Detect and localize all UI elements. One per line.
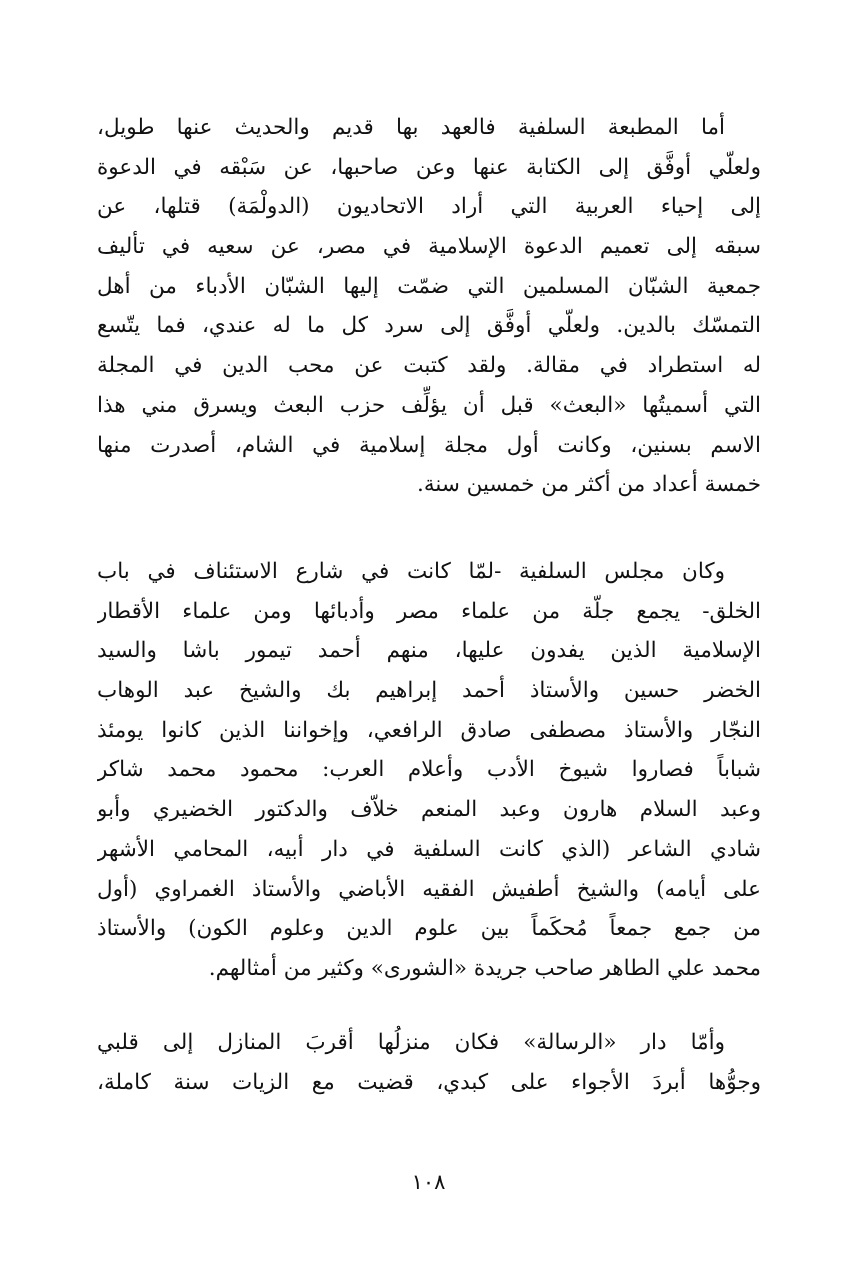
text-line: التي أسميتُها «البعث» قبل أن يؤلِّف حزب البعث ويسرق مني هذا [97, 392, 761, 418]
text-line: وعبد السلام هارون وعبد المنعم خلاّف والدكتور الخضيري وأبو [97, 797, 761, 823]
text-line: على أيامه) والشيخ أطفيش الفقيه الأباضي والأستاذ الغمراوي (أول [97, 876, 761, 902]
text-line: من جمع جمعاً مُحكَماً بين علوم الدين وعلوم الكون) والأستاذ [97, 916, 761, 942]
text-line: له استطراد في مقالة. ولقد كتبت عن محب الدين في المجلة [97, 353, 761, 379]
paragraph-risala-house [97, 1023, 761, 1102]
text-line: شادي الشاعر (الذي كانت السلفية في دار أبيه، المحامي الأشهر [97, 836, 761, 862]
text-line: النجّار والأستاذ مصطفى صادق الرافعي، وإخواننا الذين كانوا يومئذ [97, 717, 761, 743]
text-line: الاسم بسنين، وكانت أول مجلة إسلامية في الشام، أصدرت منها [97, 432, 761, 458]
text-line: شباباً فصاروا شيوخ الأدب وأعلام العرب: محمود محمد شاكر [97, 757, 761, 783]
text-line: وأمّا دار «الرسالة» فكان منزلُها أقربَ المنازل إلى قلبي [97, 1030, 725, 1055]
text-line: ولعلّي أوفَّق إلى الكتابة عنها وعن صاحبها، عن سَبْقه في الدعوة [97, 154, 761, 180]
text-line: الخلق- يجمع جلّة من علماء مصر وأدبائها ومن علماء الأقطار [97, 598, 761, 624]
text-line: وجوُّها أبردَ الأجواء على كبدي، قضيت مع الزيات سنة كاملة، [97, 1069, 761, 1095]
paragraph-salafi-council [97, 552, 761, 989]
text-line: جمعية الشبّان المسلمين التي ضمّت إليها الشبّان الأدباء من أهل [97, 273, 761, 299]
text-line: خمسة أعداد من أكثر من خمسين سنة. [416, 472, 761, 498]
paragraph-salafi-press [97, 108, 761, 505]
text-line: محمد علي الطاهر صاحب جريدة «الشورى» وكثير من أمثالهم. [208, 955, 761, 981]
text-line: أما المطبعة السلفية فالعهد بها قديم والحديث عنها طويل، [97, 115, 725, 140]
text-line: الخضر حسين والأستاذ أحمد إبراهيم بك والشيخ عبد الوهاب [97, 678, 761, 704]
text-line: إلى إحياء العربية التي أراد الاتحاديون (الدولْمَة) قتلها، عن [97, 194, 761, 220]
text-line: وكان مجلس السلفية -لمّا كانت في شارع الاستئناف في باب [97, 559, 725, 584]
text-line: سبقه إلى تعميم الدعوة الإسلامية في مصر، عن سعيه في تأليف [97, 234, 761, 260]
page-number: ١٠٨ [411, 1170, 446, 1194]
text-line: التمسّك بالدين. ولعلّي أوفَّق إلى سرد كل ما له عندي، فما يتّسع [97, 313, 761, 339]
text-line: الإسلامية الذين يفدون عليها، منهم أحمد تيمور باشا والسيد [97, 638, 761, 664]
